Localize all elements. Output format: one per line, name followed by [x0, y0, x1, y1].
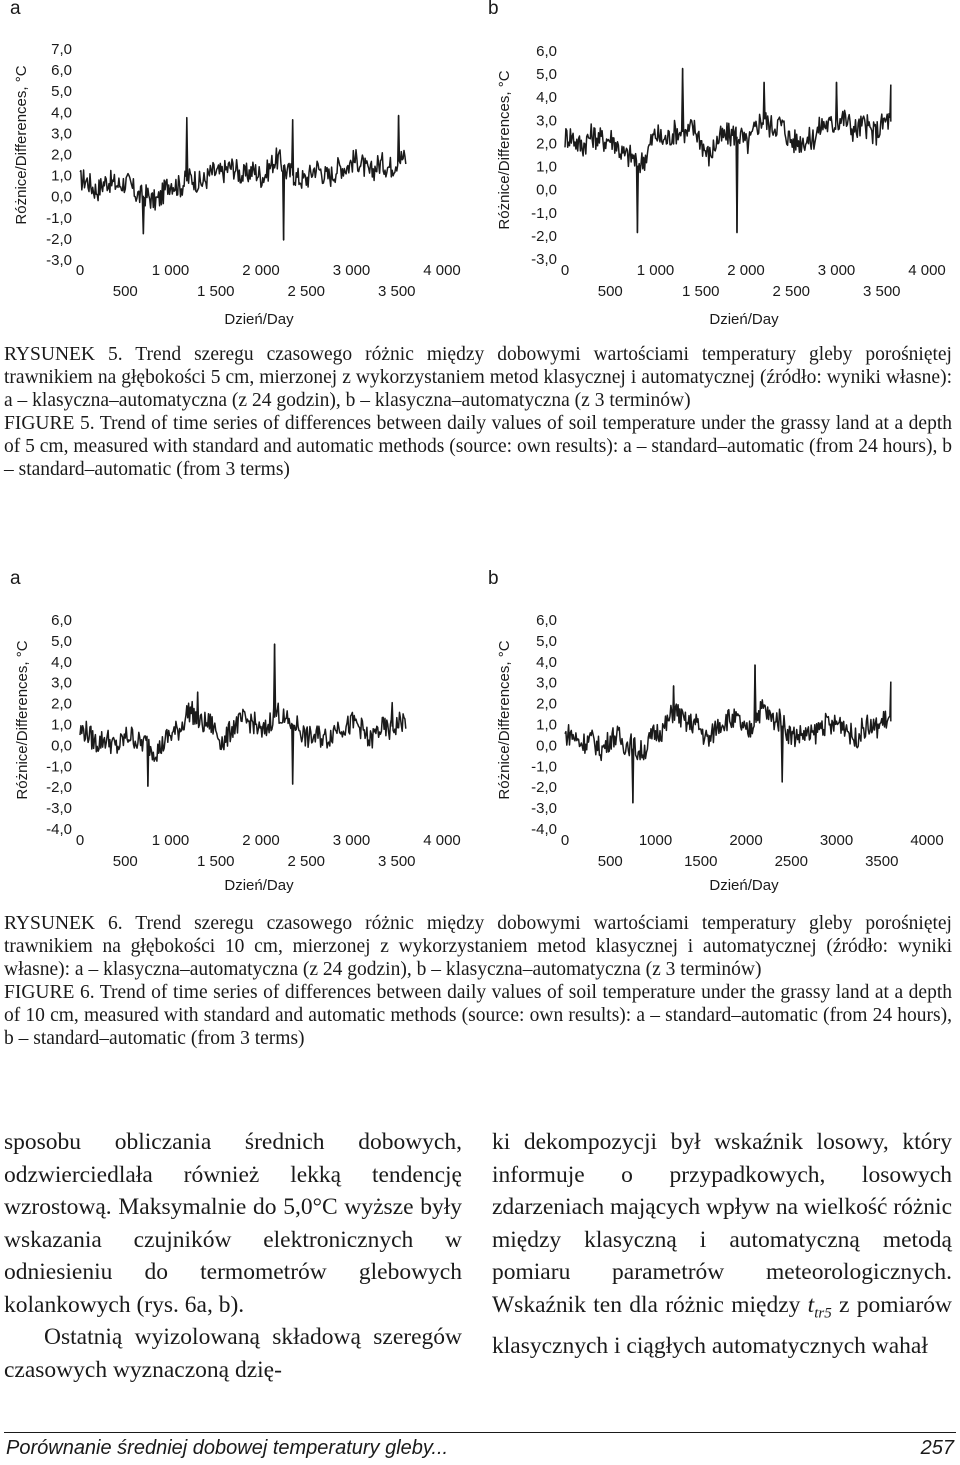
y-tick-label: 4,0	[51, 104, 72, 122]
y-tick-label: 1,0	[536, 716, 557, 734]
x-tick-label: 500	[112, 853, 138, 870]
panel-letter-a: a	[10, 568, 21, 589]
figure6-caption	[4, 912, 952, 1050]
x-tick-label: 2 500	[287, 283, 326, 300]
footer-rule	[4, 1432, 956, 1433]
variable-subscript: tr5	[814, 1305, 832, 1322]
series-line-differences	[565, 665, 891, 803]
x-tick-label: 2 500	[772, 283, 811, 300]
x-tick-label: 1 500	[681, 283, 720, 300]
x-tick-label: 4 000	[423, 262, 461, 279]
y-tick-label: 3,0	[536, 674, 557, 692]
paragraph-text: ki dekompozycji był wskaźnik losowy, który informuje o przypadkowych, losowych zdarzeniach mających wpływ na wielkość różnic między klasyczną i automatyczną metodą pomiaru parametrów meteorologicznych. Wskaźnik ten dla różnic między	[492, 1129, 952, 1318]
paragraph	[492, 1126, 952, 1362]
caption-text-pl: Trend szeregu czasowego różnic między dobowymi wartościami temperatury gleby porośniętej trawnikiem na głębokości 5 cm, mierzonej z wykorzystaniem metod klasycznej i automatycznej (źródło: wyniki własne): a – klasyczna–automatyczna (z 24 godzin), b – klasyczna–automatyczna (z 3 terminów)	[4, 344, 952, 411]
x-tick-label: 3 000	[332, 832, 371, 849]
x-tick-label: 0	[75, 262, 85, 279]
caption-text-en: Trend of time series of differences between daily values of soil temperature under the grassy land at a depth of 10 cm, measured with standard and automatic methods (source: own results): a – standard–automatic (from 24 hours), b – standard–automatic (from 3 terms)	[4, 982, 952, 1049]
y-tick-label: 3,0	[51, 674, 72, 692]
y-tick-label: 6,0	[51, 62, 72, 80]
y-tick-label: -3,0	[531, 800, 557, 818]
x-tick-label: 1 000	[151, 262, 190, 279]
y-tick-label: 0,0	[536, 737, 557, 755]
x-tick-label: 3 000	[817, 262, 856, 279]
x-tick-label: 3500	[865, 853, 899, 870]
series-line-differences	[80, 644, 406, 786]
x-tick-label: 4 000	[423, 832, 461, 849]
y-tick-label: -2,0	[531, 227, 557, 245]
x-tick-label: 1 500	[196, 853, 235, 870]
series-line-differences	[80, 116, 406, 241]
y-axis-label: Różnice/Differences, °C	[13, 65, 30, 225]
paragraph: Ostatnią wyizolowaną składową szeregów czasowych wyznaczoną dzię-	[4, 1324, 462, 1383]
y-tick-label: 5,0	[536, 66, 557, 84]
x-tick-label: 1 000	[636, 262, 675, 279]
y-tick-label: -4,0	[531, 821, 557, 838]
y-tick-label: -3,0	[46, 800, 72, 818]
y-tick-label: 5,0	[51, 632, 72, 650]
y-tick-label: 6,0	[536, 612, 557, 629]
panel-letter-a: a	[10, 0, 21, 19]
y-tick-label: 1,0	[536, 158, 557, 176]
panel-letter-b: b	[488, 568, 499, 589]
y-axis-label: Różnice/Differences, °C	[14, 640, 31, 800]
page-number: 257	[920, 1437, 954, 1459]
body-right-column	[492, 1126, 952, 1362]
caption-label: FIGURE 6.	[4, 982, 95, 1003]
x-tick-label: 2 500	[287, 853, 326, 870]
y-tick-label: -1,0	[46, 209, 72, 227]
x-axis-label: Dzień/Day	[709, 311, 779, 328]
y-tick-label: 6,0	[536, 43, 557, 60]
x-tick-label: 2 000	[242, 832, 280, 849]
x-tick-label: 3000	[819, 832, 854, 849]
caption-text-en: Trend of time series of differences between daily values of soil temperature under the grassy land at a depth of 5 cm, measured with standard and automatic methods (source: own results): a – standard–automatic (from 24 hours), b – standard–automatic (from 3 terms)	[4, 413, 952, 480]
x-tick-label: 1 500	[196, 283, 235, 300]
caption-text-pl: Trend szeregu czasowego różnic między dobowymi wartościami temperatury gleby porośniętej trawnikiem na głębokości 10 cm, mierzonej z wykorzystaniem metod klasycznej i automatycznej (źródło: wyniki własne): a – klasyczna–automatyczna (z 24 godzin), b – klasyczna–automatyczna (z 3 terminów)	[4, 913, 952, 980]
y-tick-label: 0,0	[51, 188, 72, 206]
y-tick-label: 4,0	[536, 653, 557, 671]
y-tick-label: -1,0	[531, 204, 557, 222]
body-left-column	[4, 1126, 462, 1386]
y-tick-label: 2,0	[536, 695, 557, 713]
figure5-caption	[4, 343, 952, 481]
series-line-differences	[565, 69, 891, 233]
y-tick-label: -2,0	[531, 779, 557, 797]
y-tick-label: 5,0	[51, 83, 72, 101]
y-axis-label: Różnice/Differences, °C	[496, 640, 513, 800]
y-tick-label: 3,0	[51, 125, 72, 143]
y-tick-label: -3,0	[46, 252, 72, 269]
y-tick-label: 5,0	[536, 632, 557, 650]
x-tick-label: 3 500	[377, 853, 416, 870]
x-tick-label: 1000	[638, 832, 673, 849]
y-tick-label: -1,0	[46, 758, 72, 776]
caption-label: RYSUNEK 6.	[4, 913, 123, 934]
panel-letter-b: b	[488, 0, 499, 19]
y-tick-label: 0,0	[51, 737, 72, 755]
x-tick-label: 0	[560, 262, 570, 279]
y-tick-label: 6,0	[51, 612, 72, 629]
x-tick-label: 500	[597, 853, 623, 870]
x-axis-label: Dzień/Day	[224, 311, 294, 328]
x-tick-label: 3 000	[332, 262, 371, 279]
x-tick-label: 0	[75, 832, 85, 849]
y-tick-label: -4,0	[46, 821, 72, 838]
y-tick-label: 4,0	[51, 653, 72, 671]
x-tick-label: 1500	[684, 853, 718, 870]
y-tick-label: -2,0	[46, 779, 72, 797]
caption-label: RYSUNEK 5.	[4, 344, 123, 365]
y-tick-label: 1,0	[51, 167, 72, 185]
x-tick-label: 500	[112, 283, 138, 300]
paragraph-text: z pomiarów klasycznych i ciągłych automatycznych wahał	[492, 1291, 952, 1359]
running-title: Porównanie średniej dobowej temperatury gleby...	[6, 1437, 449, 1459]
y-tick-label: 3,0	[536, 112, 557, 130]
y-tick-label: 7,0	[51, 41, 72, 58]
y-tick-label: 2,0	[536, 135, 557, 153]
x-tick-label: 500	[597, 283, 623, 300]
y-axis-label: Różnice/Differences, °C	[496, 70, 513, 230]
x-tick-label: 2000	[729, 832, 763, 849]
caption-label: FIGURE 5.	[4, 413, 95, 434]
x-tick-label: 1 000	[151, 832, 190, 849]
x-tick-label: 3 500	[377, 283, 416, 300]
x-tick-label: 0	[560, 832, 570, 849]
x-axis-label: Dzień/Day	[709, 877, 779, 894]
y-tick-label: 4,0	[536, 89, 557, 107]
x-tick-label: 2 000	[727, 262, 765, 279]
x-tick-label: 3 500	[862, 283, 901, 300]
y-tick-label: 2,0	[51, 695, 72, 713]
variable-t: t	[807, 1291, 815, 1318]
y-tick-label: -2,0	[46, 230, 72, 248]
y-tick-label: 1,0	[51, 716, 72, 734]
x-tick-label: 4 000	[908, 262, 946, 279]
x-tick-label: 2 000	[242, 262, 280, 279]
y-tick-label: 2,0	[51, 146, 72, 164]
paragraph: sposobu obliczania średnich dobowych, odzwierciedlała również lekką tendencję wzrostową. Maksymalnie do 5,0°C wyższe były wskazania czujników elektronicznych w odniesieniu do termometrów glebowych kolankowych (rys. 6a, b).	[4, 1129, 462, 1318]
x-tick-label: 4000	[910, 832, 944, 849]
y-tick-label: 0,0	[536, 181, 557, 199]
x-tick-label: 2500	[774, 853, 808, 870]
y-tick-label: -3,0	[531, 251, 557, 268]
x-axis-label: Dzień/Day	[224, 877, 294, 894]
y-tick-label: -1,0	[531, 758, 557, 776]
